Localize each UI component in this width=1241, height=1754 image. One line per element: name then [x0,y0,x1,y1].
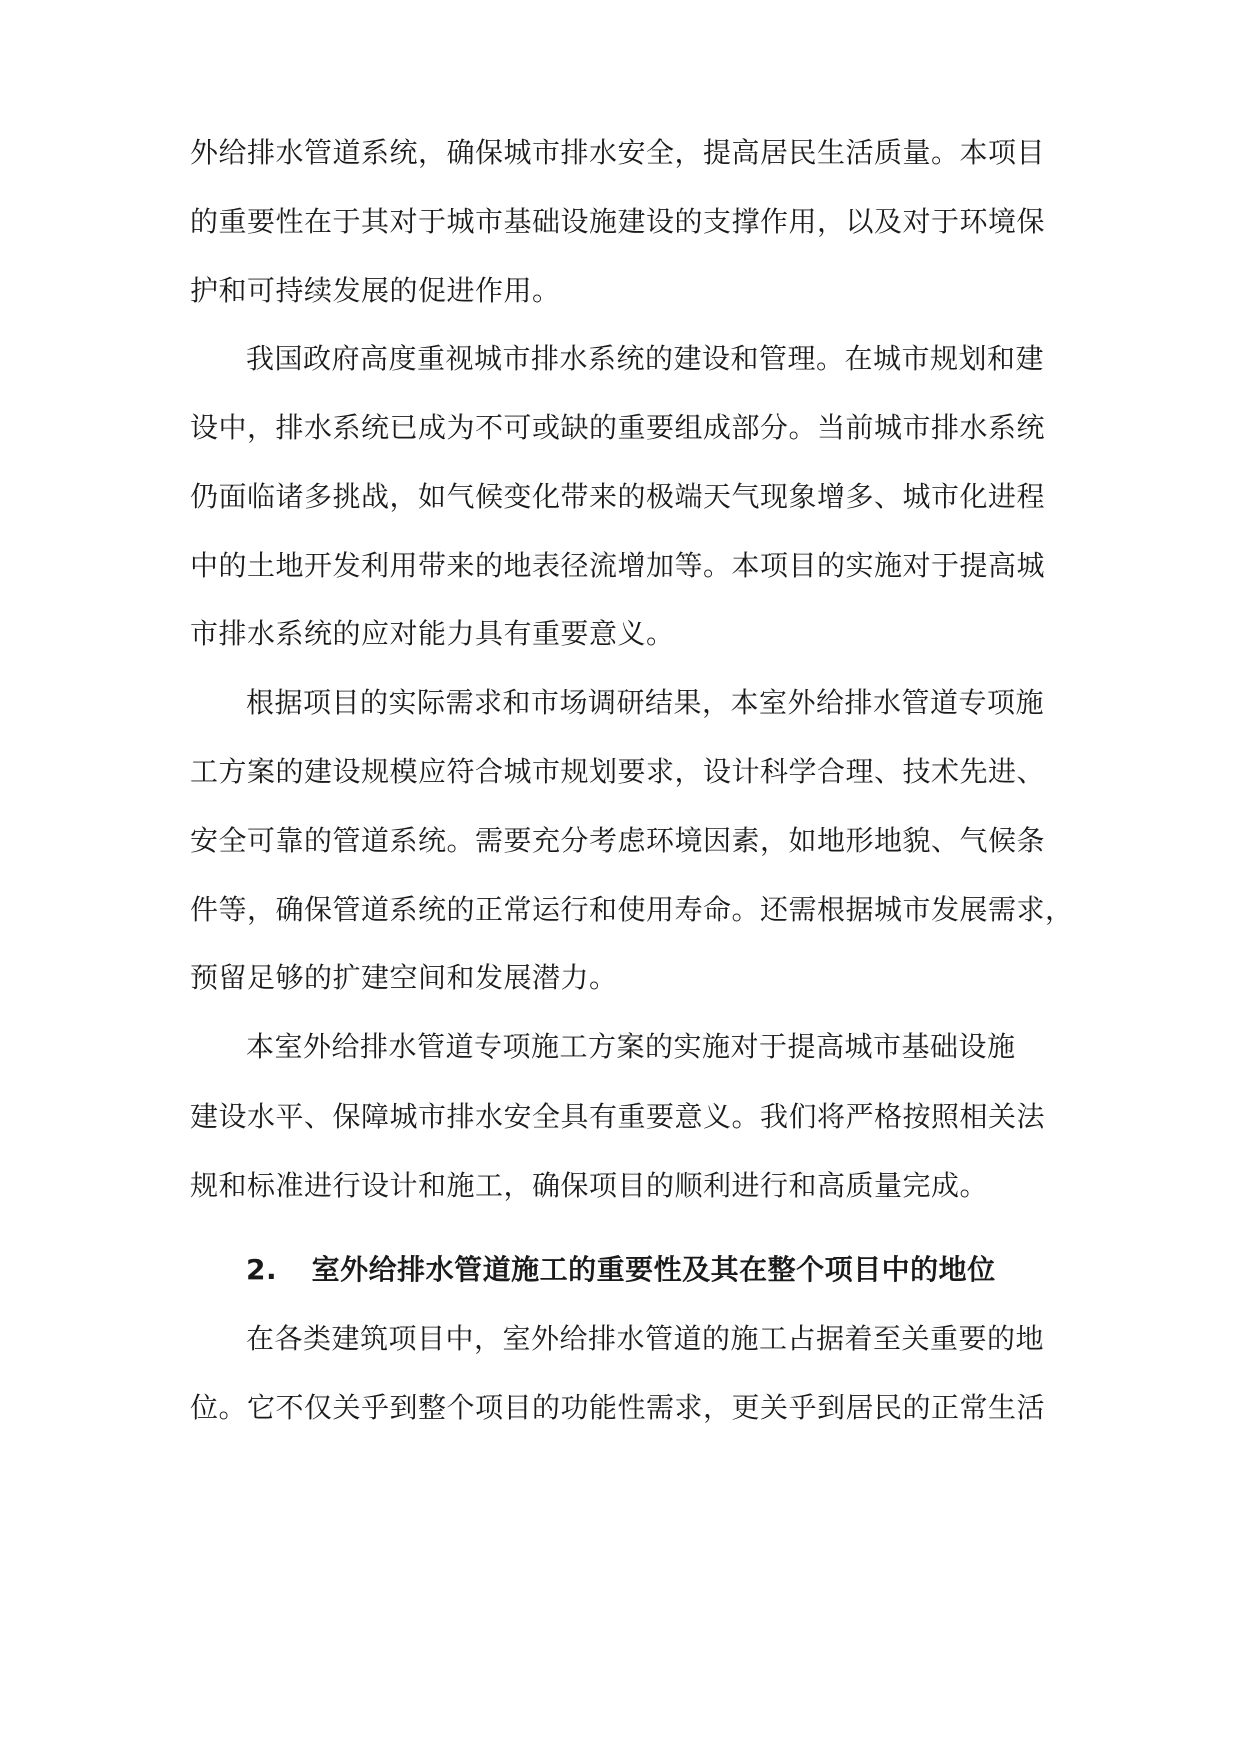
paragraph-4-line-3: 规和标准进行设计和施工，确保项目的顺利进行和高质量完成。 [190,1169,989,1202]
paragraph-2-line-4: 中的土地开发利用带来的地表径流增加等。本项目的实施对于提高城 [190,549,1046,582]
paragraph-1-line-2: 的重要性在于其对于城市基础设施建设的支撑作用，以及对于环境保 [190,205,1046,238]
section-heading [246,1250,996,1290]
paragraph-3-line-2: 工方案的建设规模应符合城市规划要求，设计科学合理、技术先进、 [190,755,1046,788]
section-paragraph-line-2: 位。它不仅关乎到整个项目的功能性需求，更关乎到居民的正常生活 [190,1391,1046,1424]
paragraph-2-line-5: 市排水系统的应对能力具有重要意义。 [190,617,675,650]
paragraph-1-line-1: 外给排水管道系统，确保城市排水安全，提高居民生活质量。本项目 [190,136,1046,169]
paragraph-2-line-2: 设中，排水系统已成为不可或缺的重要组成部分。当前城市排水系统 [190,411,1046,444]
paragraph-4-line-1: 本室外给排水管道专项施工方案的实施对于提高城市基础设施 [246,1030,1016,1063]
section-paragraph-line-1: 在各类建筑项目中，室外给排水管道的施工占据着至关重要的地 [246,1322,1045,1355]
paragraph-3-line-4: 件等，确保管道系统的正常运行和使用寿命。还需根据城市发展需求， [190,893,1074,926]
paragraph-4-line-2: 建设水平、保障城市排水安全具有重要意义。我们将严格按照相关法 [190,1100,1046,1133]
paragraph-1-line-3: 护和可持续发展的促进作用。 [190,274,561,307]
paragraph-2-line-1: 我国政府高度重视城市排水系统的建设和管理。在城市规划和建 [246,342,1045,375]
paragraph-3-line-1: 根据项目的实际需求和市场调研结果，本室外给排水管道专项施 [246,686,1045,719]
paragraph-2-line-3: 仍面临诸多挑战，如气候变化带来的极端天气现象增多、城市化进程 [190,480,1046,513]
paragraph-3-line-5: 预留足够的扩建空间和发展潜力。 [190,961,618,994]
section-number: 2. [246,1253,278,1286]
paragraph-3-line-3: 安全可靠的管道系统。需要充分考虑环境因素，如地形地貌、气候条 [190,824,1046,857]
section-title: 室外给排水管道施工的重要性及其在整个项目中的地位 [311,1253,996,1286]
